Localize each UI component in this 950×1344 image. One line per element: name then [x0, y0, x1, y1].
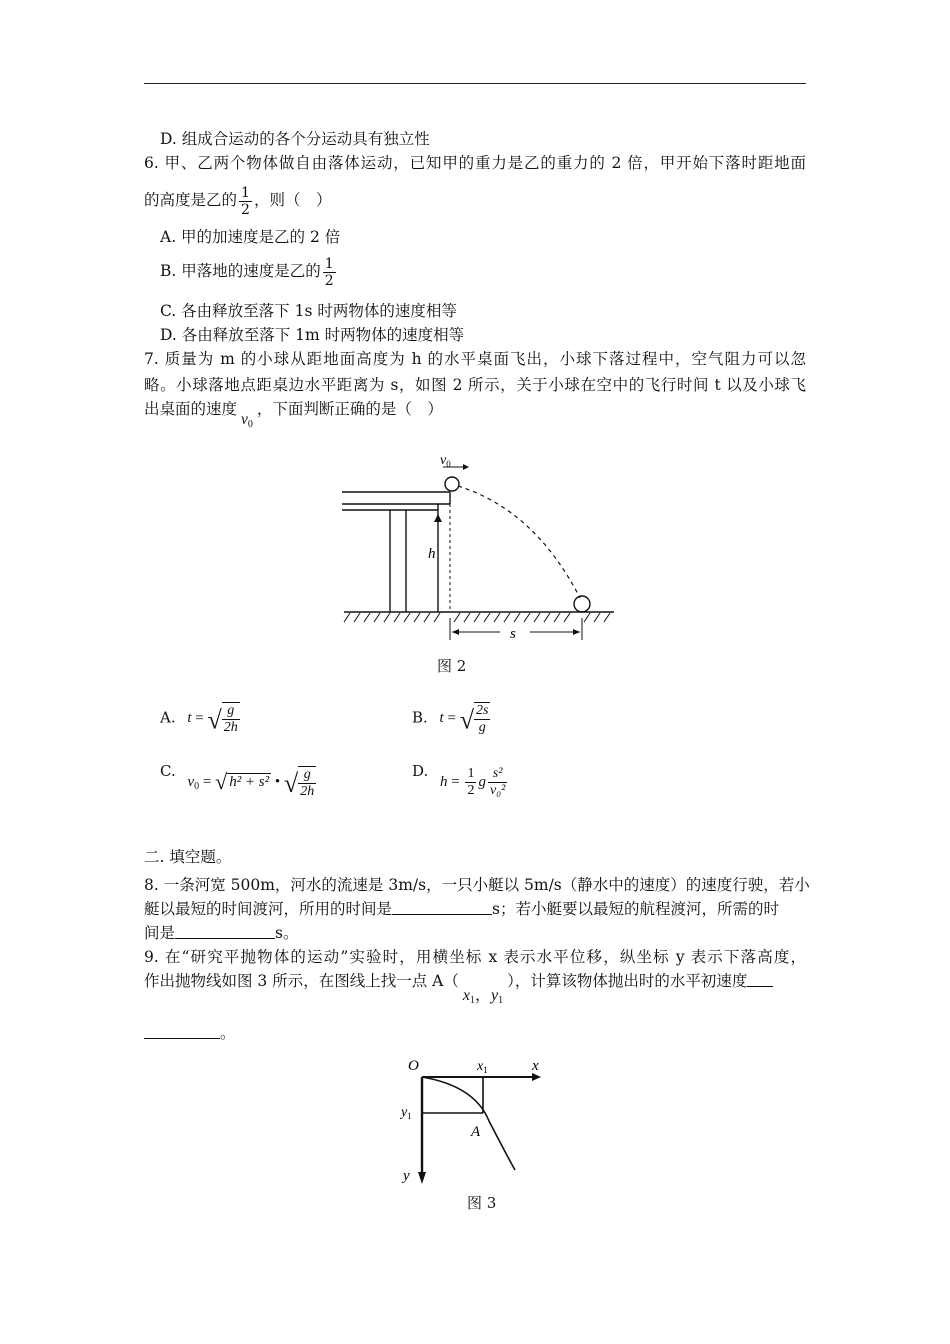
figure-3-parabola-diagram: [395, 1052, 555, 1192]
q6-stem-text: 的高度是乙的: [144, 191, 238, 209]
fraction-denominator: g: [478, 720, 486, 735]
label-x1: $x_1$: [477, 1059, 488, 1075]
q7-option-a: [160, 702, 242, 736]
y-letter: y: [490, 987, 499, 1004]
q6-option-a: A. 甲的加速度是乙的 2 倍: [160, 228, 341, 246]
v-subscript: 0: [194, 781, 200, 792]
fraction-numerator: 1: [467, 766, 475, 782]
q7-stem-line1: 7. 质量为 m 的小球从距地面高度为 h 的水平桌面飞出，小球下落过程中，空气阻力可以忽: [144, 350, 806, 368]
parabola-curve: [422, 1077, 515, 1170]
q8-stem-line3: [144, 922, 298, 944]
answer-blank-3a[interactable]: [747, 972, 773, 987]
x-subscript: 1: [469, 995, 475, 1006]
fraction-one-half: [323, 256, 336, 289]
q9-stem-line3: [144, 1022, 236, 1044]
height-arrowhead: [434, 514, 442, 522]
sqrt-sign: √: [215, 769, 228, 794]
fraction-denominator: 2h: [223, 720, 238, 735]
q6-stem-line1: 6. 甲、乙两个物体做自由落体运动，已知甲的重力是乙的重力的 2 倍，甲开始下落时距地面: [144, 154, 806, 172]
sqrt-radicand: h² + s²: [229, 774, 270, 790]
equals-sign: =: [202, 774, 212, 790]
equals-sign: =: [447, 710, 456, 727]
answer-blank-1[interactable]: [392, 900, 492, 915]
header-rule: [144, 83, 806, 84]
velocity-arrowhead: [463, 464, 469, 470]
v-letter: v: [187, 774, 195, 790]
q8-stem-line2: [144, 898, 779, 920]
figure-2-caption: 图 2: [437, 657, 467, 675]
figure-2-projectile-diagram: [330, 440, 620, 650]
q7-stem-line2: 略。小球落地点距桌边水平距离为 s，如图 2 所示，关于小球在空中的飞行时间 t 以及小球飞: [144, 376, 806, 394]
q6-stem-tail: ，则（ ）: [253, 191, 332, 209]
fraction-numerator: 1: [324, 255, 334, 272]
label-h: h: [428, 546, 436, 562]
section-fill-in-title: 二. 填空题。: [144, 848, 232, 866]
label-s: s: [510, 626, 516, 642]
label-y1: $y_1$: [401, 1105, 412, 1121]
label-y: y: [403, 1168, 410, 1184]
fraction-one-half: [239, 185, 252, 218]
equals-sign: =: [451, 774, 460, 790]
answer-blank-3b[interactable]: [144, 1024, 220, 1039]
q6-option-b: [160, 251, 338, 291]
fraction-numerator: s²: [488, 766, 507, 783]
distance-arrowhead-left: [452, 629, 459, 635]
fraction-numerator: g: [298, 767, 316, 784]
x-letter: x: [462, 987, 470, 1004]
fraction-denominator: 2: [241, 201, 250, 218]
fraction-denominator: 2: [324, 272, 334, 289]
formula-lhs: [187, 774, 199, 790]
q7-stem-text: 出桌面的速度: [144, 400, 238, 418]
sqrt-fraction: [298, 766, 316, 800]
fraction-numerator: g: [222, 703, 240, 720]
formula-lhs: t: [187, 710, 192, 727]
fraction-one-half: [465, 766, 476, 799]
q6-stem-line2: [144, 180, 331, 220]
figure-3-caption: 图 3: [467, 1194, 497, 1212]
q6-option-b-text: B. 甲落地的速度是乙的: [160, 262, 321, 280]
q8-text-tail: s。: [275, 924, 299, 942]
q8-text-tail: s；若小艇要以最短的航程渡河，所需的时: [492, 900, 779, 918]
fraction-denominator: 2h: [300, 783, 315, 799]
q7-option-b: [412, 702, 492, 736]
g-symbol: g: [478, 774, 486, 790]
point-a-coordinates: [463, 987, 503, 1004]
q9-text-tail: ），计算该物体抛出时的水平初速度: [507, 972, 748, 990]
option-label: C.: [160, 762, 176, 780]
fraction-denominator: 2: [467, 783, 475, 799]
q5-option-d: D. 组成合运动的各个分运动具有独立性: [160, 130, 430, 148]
fraction-s2-v02: [488, 766, 507, 799]
option-label: D.: [412, 762, 429, 780]
option-label: A.: [160, 708, 176, 727]
q7-stem-line3: [144, 398, 443, 430]
q9-text: 作出抛物线如图 3 所示，在图线上找一点 A（: [144, 972, 459, 990]
formula-lhs: t: [439, 710, 444, 727]
q7-stem-tail: ，下面判断正确的是（ ）: [256, 400, 443, 418]
v-subscript: 0: [247, 419, 253, 430]
fraction-denominator: v₀²: [489, 783, 506, 799]
label-x: x: [532, 1058, 539, 1074]
answer-blank-2[interactable]: [175, 924, 275, 939]
q8-stem-line1: 8. 一条河宽 500m，河水的流速是 3m/s，一只小艇以 5m/s（静水中的速度）的速度行驶，若小: [144, 876, 810, 894]
sqrt-sign: √: [283, 769, 299, 798]
label-v0: $v_0$: [440, 453, 451, 469]
fraction-numerator: 1: [241, 184, 250, 201]
q7-option-c: [160, 762, 318, 800]
ball-start: [445, 477, 459, 491]
q9-text-tail: 。: [220, 1024, 236, 1042]
q8-text: 间是: [144, 924, 176, 942]
y-axis-arrowhead: [418, 1172, 426, 1184]
q6-option-d: D. 各由释放至落下 1m 时两物体的速度相等: [160, 326, 465, 344]
sqrt-sign: √: [459, 705, 474, 735]
y-subscript: 1: [498, 995, 504, 1006]
q9-stem-line2: [144, 970, 773, 1006]
sqrt-sign: √: [207, 705, 222, 735]
ball-landing: [574, 596, 590, 612]
x-axis-arrowhead: [532, 1073, 541, 1081]
q8-text: 艇以最短的时间渡河，所用的时间是: [144, 900, 393, 918]
label-origin: O: [408, 1058, 419, 1074]
q9-stem-line1: 9. 在“研究平抛物体的运动”实验时，用横坐标 x 表示水平位移，纵坐标 y 表示下落高度，: [144, 948, 806, 966]
distance-arrowhead-right: [573, 629, 580, 635]
v0-symbol: [241, 411, 253, 428]
sqrt-fraction: [222, 702, 240, 736]
formula-lhs: h: [440, 774, 448, 790]
trajectory-curve: [458, 486, 580, 598]
fraction-numerator: 2s: [475, 703, 489, 718]
option-label: B.: [412, 708, 428, 727]
comma: ，: [474, 987, 491, 1004]
v-letter: v: [241, 411, 248, 428]
equals-sign: =: [195, 710, 204, 727]
q6-option-c: C. 各由释放至落下 1s 时两物体的速度相等: [160, 302, 457, 320]
sqrt-fraction: [474, 702, 490, 736]
q7-option-d: [412, 762, 509, 799]
label-point-a: A: [471, 1124, 481, 1140]
multiply-dot: •: [274, 774, 281, 790]
